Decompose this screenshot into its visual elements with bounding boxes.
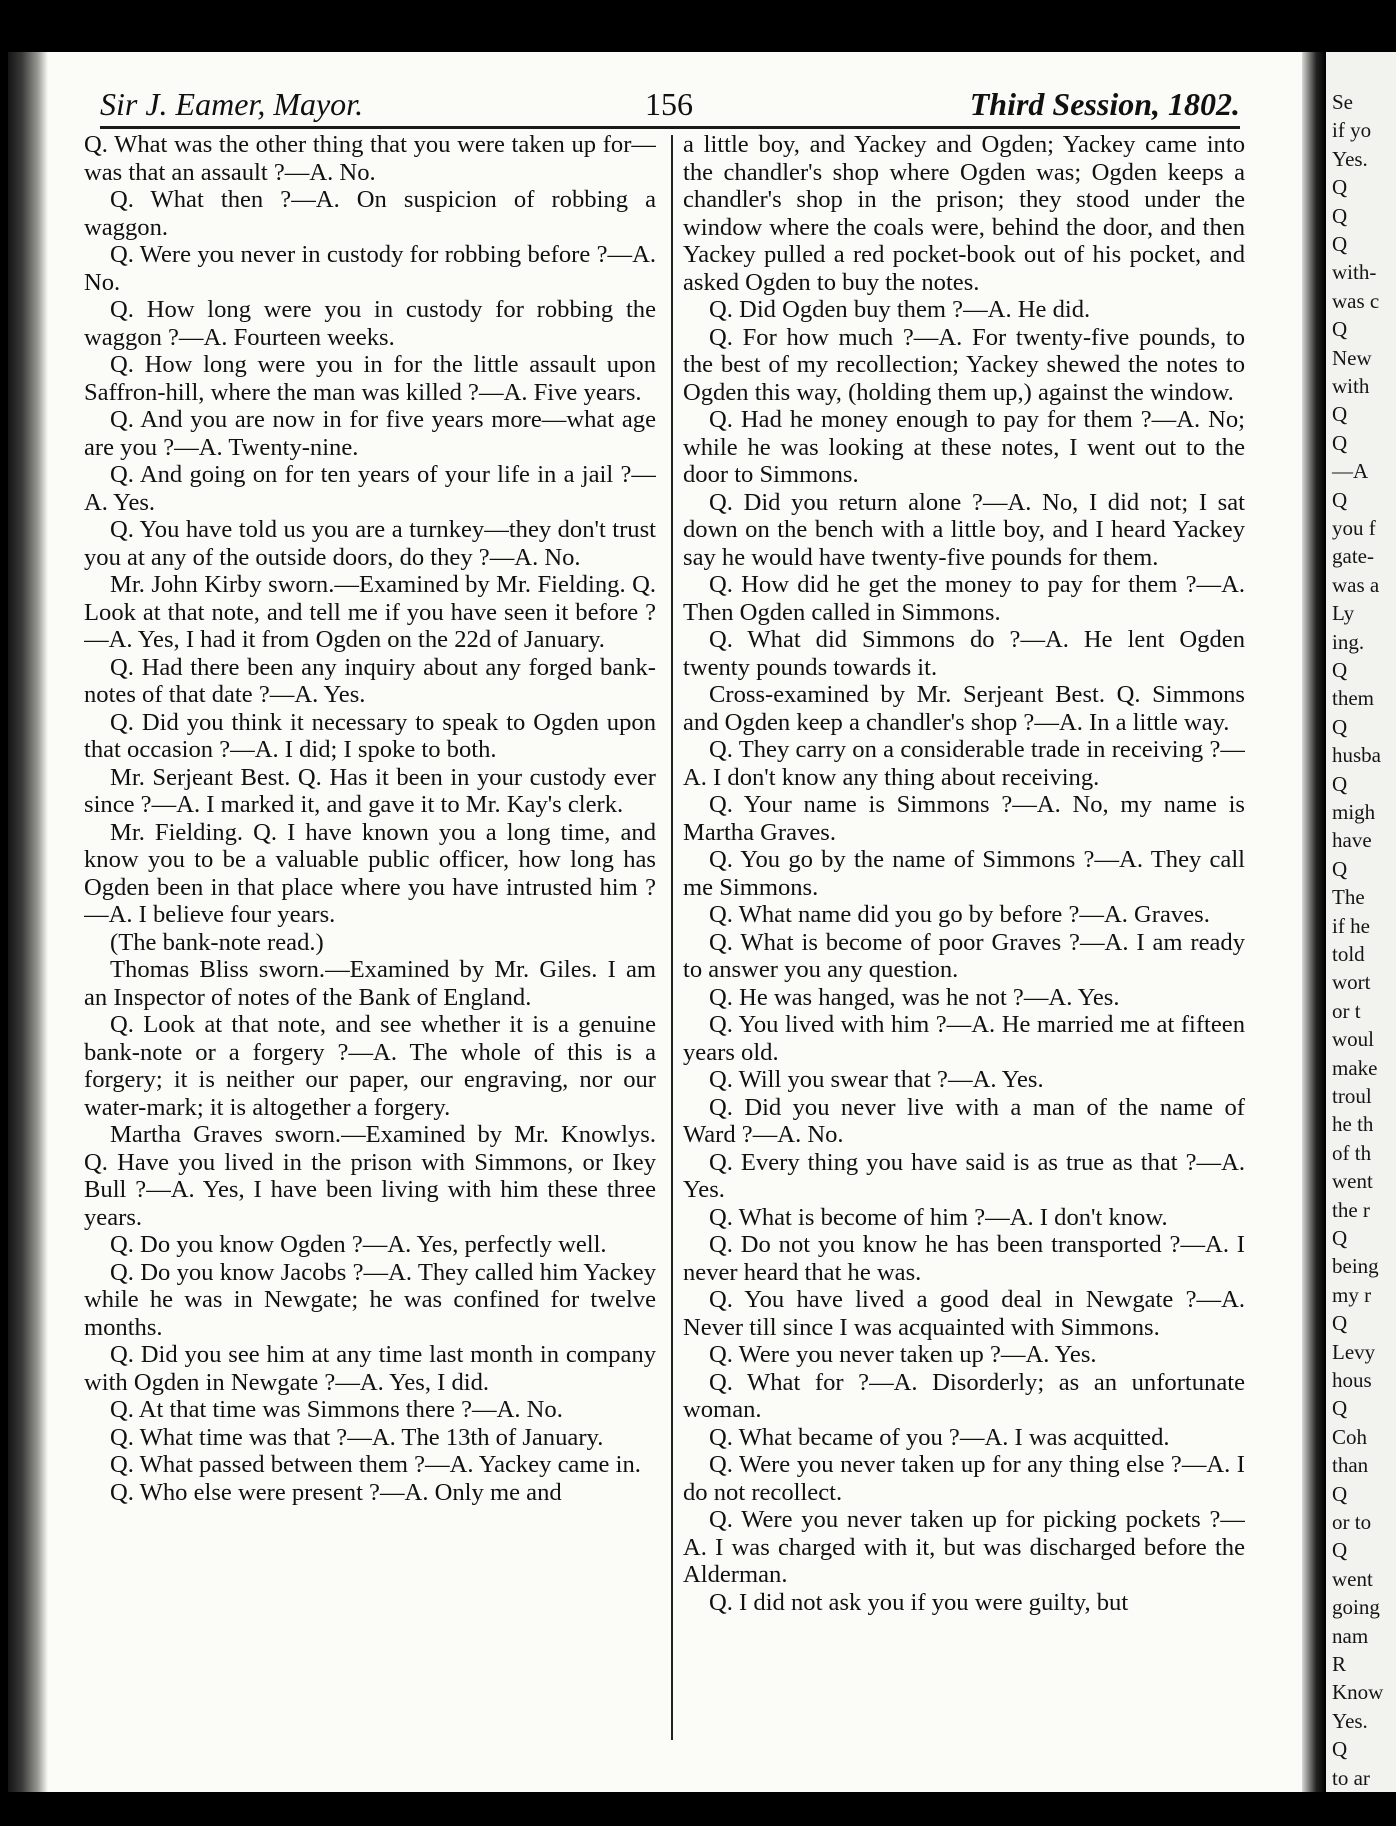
paragraph: Q. Did you see him at any time last month in company with Ogden in Newgate ?—A. Yes, I did. <box>84 1341 656 1396</box>
facing-page-fragment: Q <box>1332 317 1348 342</box>
facing-page-fragment: woul <box>1332 1027 1374 1052</box>
paragraph: Mr. John Kirby sworn.—Examined by Mr. Fielding. Q. Look at that note, and tell me if you have seen it before ?—A. Yes, I had it from Ogden on the 22d of January. <box>84 571 656 653</box>
facing-page-fragment: Q <box>1332 232 1348 256</box>
paragraph: Q. Will you swear that ?—A. Yes. <box>709 1066 1044 1093</box>
facing-page-fragment: troul <box>1332 1084 1372 1108</box>
facing-page-fragment: Q <box>1332 1481 1348 1506</box>
page-number: 156 <box>645 86 693 122</box>
facing-page-fragment: Q <box>1332 175 1348 200</box>
facing-page-fragment: ing. <box>1332 629 1365 654</box>
facing-page-fragment: hous <box>1332 1368 1372 1392</box>
paragraph: Q. What name did you go by before ?—A. Graves. <box>709 901 1210 928</box>
paragraph: Q. I did not ask you if you were guilty, but <box>709 1588 1129 1616</box>
facing-page-fragment: my r <box>1332 1282 1372 1307</box>
facing-page-fragment: if he <box>1332 913 1370 938</box>
facing-page-fragment: to ar <box>1332 1765 1370 1790</box>
paragraph: Q. He was hanged, was he not ?—A. Yes. <box>709 983 1120 1011</box>
paragraph: Q. What was the other thing that you were taken up for—was that an assault ?—A. No. <box>84 131 656 186</box>
facing-page-fragment: was c <box>1332 288 1380 313</box>
facing-page-fragment: of th <box>1332 1140 1372 1165</box>
facing-page-fragment: have <box>1332 828 1372 853</box>
facing-page-fragment: than <box>1332 1453 1369 1478</box>
facing-page-fragment: with- <box>1332 260 1377 285</box>
paragraph: a little boy, and Yackey and Ogden; Yackey came into the chandler's shop where Ogden was; Ogden keeps a chandler's shop in the prison; they stood under the window where the coals were, behind the door, and then Yackey pulled a red pocket-book out of his pocket, and asked Ogden to buy the notes. <box>683 131 1245 296</box>
paragraph: Q. Were you never taken up for any thing else ?—A. I do not recollect. <box>683 1451 1245 1506</box>
left-column <box>84 131 656 1751</box>
paragraph: Q. Did Ogden buy them ?—A. He did. <box>709 296 1091 323</box>
facing-page-fragment: Q <box>1332 402 1348 427</box>
paragraph: Q. Had there been any inquiry about any forged bank-notes of that date ?—A. Yes. <box>84 653 656 708</box>
right-column <box>683 131 1245 1751</box>
book-spine-shadow <box>8 52 48 1792</box>
paragraph: Q. You have lived a good deal in Newgate ?—A. Never till since I was acquainted with Simmons. <box>683 1286 1245 1341</box>
paragraph: Q. Every thing you have said is as true as that ?—A. Yes. <box>683 1148 1245 1203</box>
paragraph: Q. Had he money enough to pay for them ?—A. No; while he was looking at these notes, I went out to the door to Simmons. <box>683 406 1245 488</box>
book-gutter <box>1302 52 1326 1792</box>
facing-page-fragment: Q <box>1332 487 1348 512</box>
facing-page-fragment: Q <box>1332 771 1348 796</box>
facing-page-fragment: —A <box>1332 459 1369 484</box>
facing-page-fragment: Q <box>1332 856 1348 881</box>
paragraph: Q. You have told us you are a turnkey—they don't trust you at any of the outside doors, do they ?—A. No. <box>84 516 656 571</box>
paragraph: Q. And you are now in for five years more—what age are you ?—A. Twenty-nine. <box>84 406 656 461</box>
facing-page-fragment: nam <box>1332 1623 1369 1648</box>
facing-page-fragment: Coh <box>1332 1424 1368 1449</box>
paragraph: Q. You lived with him ?—A. He married me at fifteen years old. <box>683 1011 1245 1066</box>
facing-page-fragment: going <box>1332 1595 1380 1620</box>
facing-page-fragment: went <box>1332 1169 1373 1194</box>
facing-page-fragment: wort <box>1332 970 1371 995</box>
facing-page-fragment: New <box>1332 345 1372 370</box>
paragraph: Cross-examined by Mr. Serjeant Best. Q. Simmons and Ogden keep a chandler's shop ?—A. In a little way. <box>683 681 1245 736</box>
facing-page-fragment: Know <box>1332 1680 1384 1705</box>
facing-page-fragment: migh <box>1332 800 1376 824</box>
facing-page-fragment: Ly <box>1332 601 1355 626</box>
facing-page-fragment: you f <box>1332 516 1376 540</box>
paragraph: Mr. Serjeant Best. Q. Has it been in your custody ever since ?—A. I marked it, and gave it to Mr. Kay's clerk. <box>84 763 656 818</box>
facing-page-fragment: being <box>1332 1254 1379 1279</box>
facing-page-fragment: or to <box>1332 1510 1372 1534</box>
paragraph: Q. What time was that ?—A. The 13th of January. <box>110 1423 604 1451</box>
facing-page-fragment: Q <box>1332 430 1348 455</box>
facing-page-fragment: told <box>1332 942 1365 966</box>
facing-page-fragment: Q <box>1332 1737 1348 1762</box>
paragraph: Q. What is become of him ?—A. I don't know. <box>709 1203 1168 1231</box>
paragraph: Q. Were you never taken up ?—A. Yes. <box>709 1341 1097 1368</box>
facing-page-fragment: Se <box>1332 90 1353 114</box>
paragraph: Q. Who else were present ?—A. Only me and <box>110 1478 562 1506</box>
facing-page-fragment: was a <box>1332 572 1380 597</box>
facing-page-fragment: went <box>1332 1566 1373 1591</box>
paragraph: Q. You go by the name of Simmons ?—A. They call me Simmons. <box>683 846 1245 901</box>
paragraph: Q. What became of you ?—A. I was acquitted. <box>709 1423 1170 1451</box>
facing-page-fragment: Q <box>1332 1538 1348 1563</box>
paragraph: Q. At that time was Simmons there ?—A. No. <box>110 1396 563 1423</box>
facing-page-fragment: Q <box>1332 1311 1348 1336</box>
facing-page-fragment: Yes. <box>1332 1708 1368 1733</box>
facing-page-fragment: or t <box>1332 998 1361 1023</box>
paragraph: Q. How did he get the money to pay for them ?—A. Then Ogden called in Simmons. <box>683 571 1245 626</box>
facing-page-fragment: gate- <box>1332 544 1374 569</box>
paragraph: (The bank-note read.) <box>110 928 324 956</box>
column-divider <box>671 135 673 1740</box>
paragraph: Q. How long were you in for the little assault upon Saffron-hill, where the man was killed ?—A. Five years. <box>84 351 656 406</box>
paragraph: Q. They carry on a considerable trade in receiving ?—A. I don't know any thing about receiving. <box>683 736 1245 791</box>
header-mayor: Sir J. Eamer, Mayor. <box>100 86 364 122</box>
paragraph: Q. Do you know Jacobs ?—A. They called him Yackey while he was in Newgate; he was confined for twelve months. <box>84 1258 656 1341</box>
facing-page-fragment: with <box>1332 374 1370 398</box>
facing-page-fragment: Q <box>1332 658 1348 682</box>
paragraph: Q. Did you return alone ?—A. No, I did not; I sat down on the bench with a little boy, and I heard Yackey say he would have twenty-five pounds for them. <box>683 488 1245 571</box>
paragraph: Q. Were you never taken up for picking pockets ?—A. I was charged with it, but was discharged before the Alderman. <box>683 1506 1245 1588</box>
paragraph: Q. What passed between them ?—A. Yackey came in. <box>110 1451 641 1478</box>
header-session: Third Session, 1802. <box>969 86 1240 122</box>
facing-page-fragment: R <box>1332 1652 1347 1676</box>
paragraph: Q. What is become of poor Graves ?—A. I am ready to answer you any question. <box>683 928 1245 983</box>
paragraph: Q. And going on for ten years of your life in a jail ?—A. Yes. <box>84 461 656 516</box>
facing-page-fragment: if yo <box>1332 118 1372 143</box>
paragraph: Mr. Fielding. Q. I have known you a long time, and know you to be a valuable public officer, how long has Ogden been in that place where you have intrusted him ?—A. I believe four years. <box>84 818 656 928</box>
facing-page-edge <box>1326 52 1396 1792</box>
facing-page-fragment: the r <box>1332 1197 1370 1222</box>
paragraph: Q. For how much ?—A. For twenty-five pounds, to the best of my recollection; Yackey shewed the notes to Ogden this way, (holding them up,) against the window. <box>683 323 1245 406</box>
paragraph: Q. Look at that note, and see whether it is a genuine bank-note or a forgery ?—A. The whole of this is a forgery; it is neither our paper, our engraving, nor our water-mark; it is altogether a forgery. <box>84 1011 656 1121</box>
facing-page-fragment: The <box>1332 885 1365 910</box>
paragraph: Thomas Bliss sworn.—Examined by Mr. Giles. I am an Inspector of notes of the Bank of England. <box>84 956 656 1011</box>
header-rule <box>100 126 1240 129</box>
paragraph: Q. Do you know Ogden ?—A. Yes, perfectly well. <box>110 1231 607 1258</box>
facing-page-fragment: make <box>1332 1055 1378 1080</box>
running-header <box>100 86 1240 126</box>
paragraph: Q. Were you never in custody for robbing before ?—A. No. <box>84 241 656 296</box>
paragraph: Q. What then ?—A. On suspicion of robbing a waggon. <box>84 186 656 241</box>
facing-page-fragment: Q <box>1332 1226 1348 1250</box>
facing-page-fragment: Q <box>1332 714 1348 739</box>
facing-page-fragment: husba <box>1332 743 1381 768</box>
facing-page-fragment: Yes. <box>1332 146 1368 171</box>
facing-page-fragment: Q <box>1332 203 1348 228</box>
paragraph: Q. What did Simmons do ?—A. He lent Ogden twenty pounds towards it. <box>683 626 1245 681</box>
paragraph: Martha Graves sworn.—Examined by Mr. Knowlys. Q. Have you lived in the prison with Simmons, or Ikey Bull ?—A. Yes, I have been living with him these three years. <box>84 1121 656 1231</box>
paragraph: Q. How long were you in custody for robbing the waggon ?—A. Fourteen weeks. <box>84 296 656 351</box>
facing-page-fragment: them <box>1332 686 1374 711</box>
paragraph: Q. Do not you know he has been transported ?—A. I never heard that he was. <box>683 1231 1245 1286</box>
paragraph: Q. Did you think it necessary to speak to Ogden upon that occasion ?—A. I did; I spoke to both. <box>84 708 656 763</box>
paragraph: Q. Did you never live with a man of the name of Ward ?—A. No. <box>683 1093 1245 1148</box>
facing-page-fragment: Levy <box>1332 1339 1376 1364</box>
facing-page-fragment: Q <box>1332 1396 1348 1421</box>
facing-page-fragment: he th <box>1332 1112 1374 1137</box>
paragraph: Q. What for ?—A. Disorderly; as an unfortunate woman. <box>683 1368 1245 1423</box>
paragraph: Q. Your name is Simmons ?—A. No, my name is Martha Graves. <box>683 791 1245 846</box>
